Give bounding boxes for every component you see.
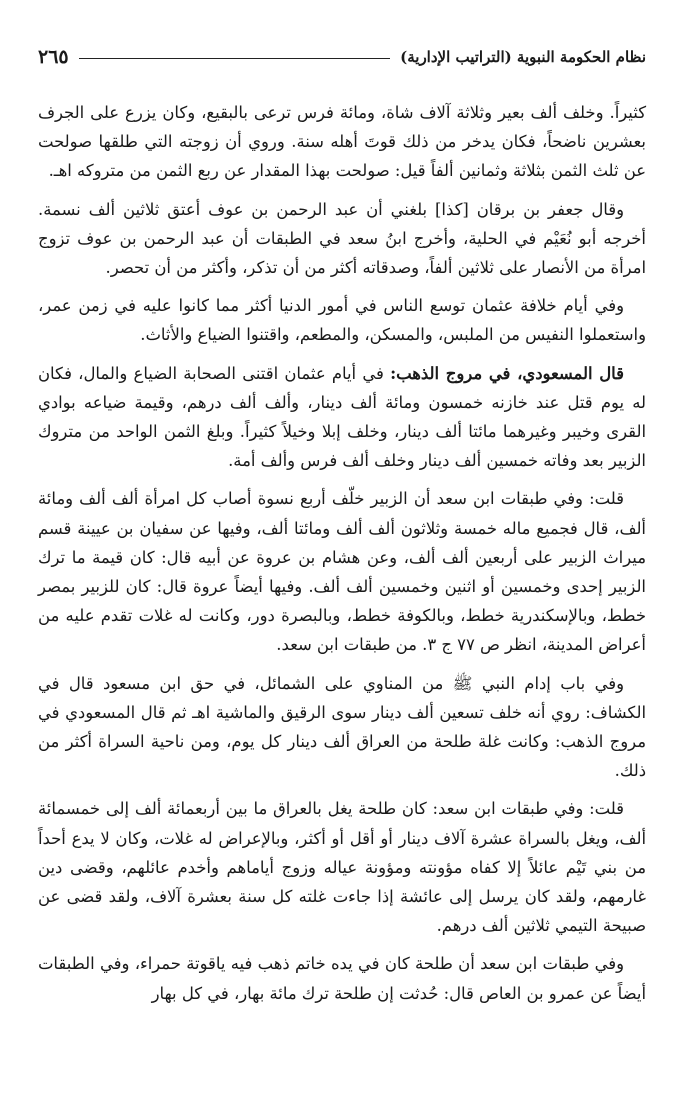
- paragraph-text: قلت: وفي طبقات ابن سعد أن الزبير خلّف أربع نسوة أصاب كل امرأة ألف ألف ومائة ألف، قال فجميع ماله خمسة وثلاثون ألف ألف ومائتا ألف، وفيها عن سفيان بن عيينة قسم ميراث الزبير على أربعين ألف ألف، وعن هشام بن عروة عن أبيه قال: كان قيمة ما ترك الزبير إحدى وخمسين أو اثنين وخمسين ألف ألف. وفيها أيضاً عروة قال: كان للزبير بمصر خطط، وبالإسكندرية خطط، وبالكوفة خطط، وبالبصرة دور، وكانت له غلات تقدم عليه من أعراض المدينة، انظر ص ٧٧ ج ٣. من طبقات ابن سعد.: [38, 489, 646, 655]
- header-rule: [79, 58, 391, 59]
- paragraph: [38, 794, 646, 940]
- paragraph-text: قلت: وفي طبقات ابن سعد: كان طلحة يغل بالعراق ما بين أربعمائة ألف إلى خمسمائة ألف، ويغل بالسراة عشرة آلاف دينار أو أقل أو أكثر، وبالإعراض له غلات، وكان لا يدع أحداً من بني تَيْم عائلاً إلا كفاه مؤونته ومؤونة عياله وزوج أياماهم وأخدم عائلهم، وقضى دين غارمهم، ولقد كان يرسل إلى عائشة إذا جاءت غلته كل سنة بعشرة آلاف، ولقد قضى عن صبيحة التيمي ثلاثين ألف درهم.: [38, 799, 646, 936]
- paragraph-text: وفي طبقات ابن سعد أن طلحة كان في يده خاتم ذهب فيه ياقوتة حمراء، وفي الطبقات أيضاً عن عمرو بن العاص قال: حُدثت إن طلحة ترك مائة بهار، في كل بهار: [38, 954, 646, 1003]
- page-header: [38, 38, 646, 68]
- paragraph: [38, 359, 646, 476]
- paragraph: [38, 484, 646, 659]
- paragraph-text: وقال جعفر بن برقان [كذا] بلغني أن عبد الرحمن بن عوف أعتق ثلاثين ألف نسمة. أخرجه أبو نُعَيْم في الحلية، وأخرج ابنُ سعد في الطبقات أن عبد الرحمن بن عوف تزوج امرأة من الأنصار على ثلاثين ألفاً، وصدقاته أكثر من أن تذكر، وأكثر من أن تحصر.: [38, 199, 646, 278]
- paragraph-text: في أيام عثمان اقتنى الصحابة الضياع والمال، فكان له يوم قتل عند خازنه خمسون ومائة ألف دينار، وألف ألف درهم، وقيمة ضياعه بوادي القرى وخيبر وغيرهما مائتا ألف دينار، وخلف إبلا وخيلاً كثيراً. وبلغ الثمن الواحد من متروك الزبير بعد وفاته خمسين ألف دينار وخلف ألف فرس وألف أمة.: [38, 363, 646, 471]
- paragraph: [38, 669, 646, 786]
- paragraph: [38, 291, 646, 349]
- paragraph: [38, 98, 646, 186]
- paragraph-lead: قال المسعودي، في مروج الذهب:: [390, 363, 625, 383]
- paragraph: [38, 949, 646, 1007]
- paragraph-text: كثيراً. وخلف ألف بعير وثلاثة آلاف شاة، ومائة فرس ترعى بالبقيع، وكان يزرع على الجرف بعشرين ناضحاً، فكان يدخر من ذلك قوتَ أهله سنة. وروي أن زوجته التي طلقها صولحت عن ثلث الثمن بثلاثة وثمانين ألفاً قيل: صولحت بهذا المقدار عن ربع الثمن من متروكه اهـ.: [38, 103, 646, 181]
- paragraph-text: وفي باب إدام النبي ﷺ من المناوي على الشمائل، في حق ابن مسعود قال في الكشاف: روي أنه خلف تسعين ألف دينار سوى الرقيق والماشية اهـ ثم قال المسعودي في مروج الذهب: وكانت غلة طلحة من العراق ألف دينار كل يوم، ومن ناحية السراة أكثر من ذلك.: [38, 673, 646, 781]
- page-body: [38, 98, 646, 1008]
- paragraph-text: وفي أيام خلافة عثمان توسع الناس في أمور الدنيا أكثر مما كانوا عليه في زمن عمر، واستعملوا النفيس من الملبس، والمسكن، والمطعم، واقتنوا الضياع والأثاث.: [38, 296, 646, 345]
- paragraph: [38, 195, 646, 283]
- page-number: ٢٦٥: [38, 46, 69, 68]
- running-title: نظام الحكومة النبوية (التراتيب الإدارية): [400, 48, 646, 66]
